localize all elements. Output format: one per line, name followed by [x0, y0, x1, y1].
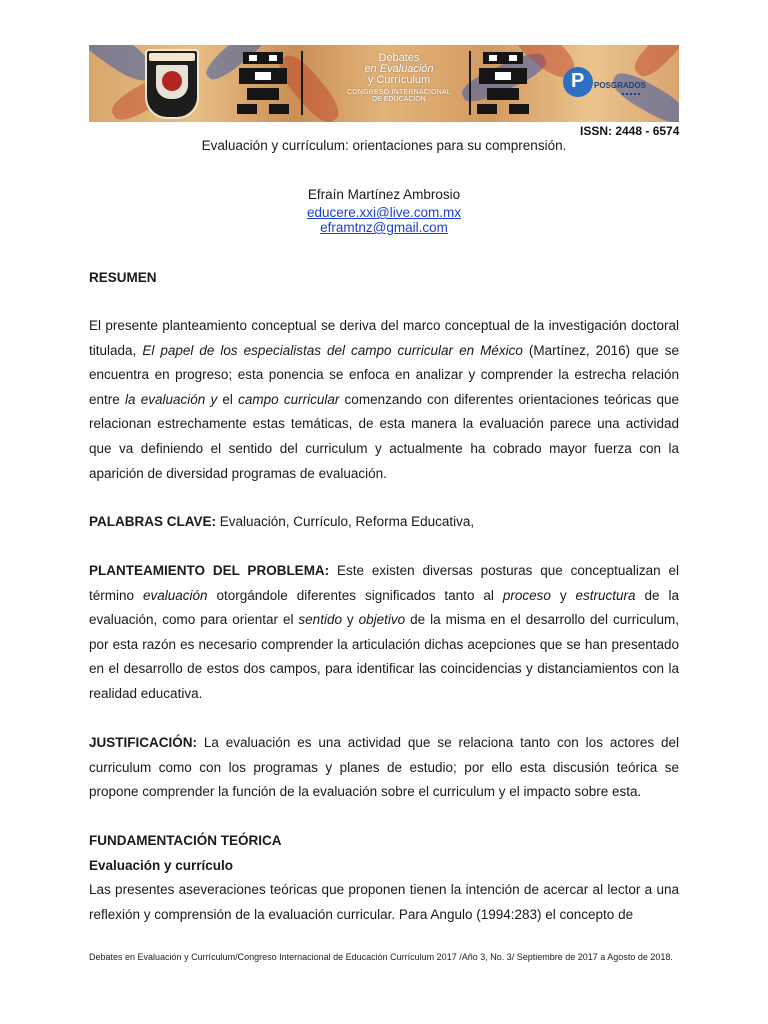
posgrados-logo-letter: P [571, 70, 585, 92]
fundamentacion-paragraph: Las presentes aseveraciones teóricas que proponen tienen la intención de acercar al lector a una reflexión y comprensión de la evaluación curricular. Para Angulo (1994:283) el concepto de [89, 882, 679, 922]
author-name: Efraín Martínez Ambrosio [307, 187, 461, 202]
banner-title [339, 53, 459, 103]
justificacion-paragraph: JUSTIFICACIÓN: La evaluación es una actividad que se relaciona tanto con los actores del curriculum como con los programas y planes de estudio; por ello esta discusión teórica se propone comprender la función de la evaluación sobre el curriculum y el impacto sobre esta. [89, 735, 679, 800]
resumen-paragraph: El presente planteamiento conceptual se deriva del marco conceptual de la investigación doctoral titulada, El papel de los especialistas del campo curricular en México (Martínez, 2016) que se encuentra en progreso; esta ponencia se enfoca en analizar y comprender la estrecha relación entre la evaluación y el campo curricular comenzando con diferentes orientaciones teóricas que relacionan estrechamente estas temáticas, de esta manera la evaluación parece una actividad que va definiendo el sentido del curriculum y actualmente ha cobrado mayor fuerza con la aparición de diversidad programas de evaluación. [89, 318, 680, 481]
fundamentacion-heading: FUNDAMENTACIÓN TEÓRICA [89, 833, 282, 848]
university-crest-logo [145, 49, 199, 119]
justificacion-label: JUSTIFICACIÓN: [89, 735, 197, 750]
posgrados-dots [622, 93, 640, 97]
author-email-link[interactable]: eframtnz@gmail.com [320, 220, 448, 235]
page-footer: Debates en Evaluación y Currículum/Congreso Internacional de Educación Currículum 2017 /Año 3, No. 3/ Septiembre de 2017 a Agosto de 2018. [89, 952, 673, 962]
banner-line2: en Evaluación [364, 63, 434, 75]
banner-line3: y Currículum [367, 74, 431, 86]
posgrados-label: POSGRADOS [594, 81, 647, 90]
aztec-glyph-icon [235, 48, 291, 118]
posgrados-logo [563, 67, 593, 97]
paper-title: Evaluación y currículum: orientaciones para su comprensión. [201, 138, 567, 153]
resumen-heading: RESUMEN [89, 270, 157, 285]
aztec-glyph-icon [475, 48, 531, 118]
palabras-clave [89, 510, 679, 535]
issn: ISSN: 2448 - 6574 [580, 124, 680, 138]
header-banner [89, 45, 679, 122]
palabras-clave-text: Evaluación, Currículo, Reforma Educativa, [216, 514, 475, 529]
palabras-clave-label: PALABRAS CLAVE: [89, 514, 216, 529]
fundamentacion-subheading: Evaluación y currículo [89, 858, 234, 873]
banner-line5: DE EDUCACIÓN [372, 96, 426, 103]
problema-paragraph: PLANTEAMIENTO DEL PROBLEMA: Este existen diversas posturas que conceptualizan el término evaluación otorgándole diferentes significados tanto al proceso y estructura de la evaluación, como para orientar el sentido y objetivo de la misma en el desarrollo del curriculum, por esta razón es necesario comprender la articulación dichas acepciones que se han presentado en el desarrollo de estos dos campos, para identificar las coincidencias y distanciamientos con la realidad educativa. [89, 563, 679, 701]
author-email-link[interactable]: educere.xxi@live.com.mx [307, 205, 461, 220]
banner-line1: Debates [378, 52, 420, 64]
problema-label: PLANTEAMIENTO DEL PROBLEMA: [89, 563, 330, 578]
banner-line4: CONGRESO INTERNACIONAL [347, 89, 451, 96]
